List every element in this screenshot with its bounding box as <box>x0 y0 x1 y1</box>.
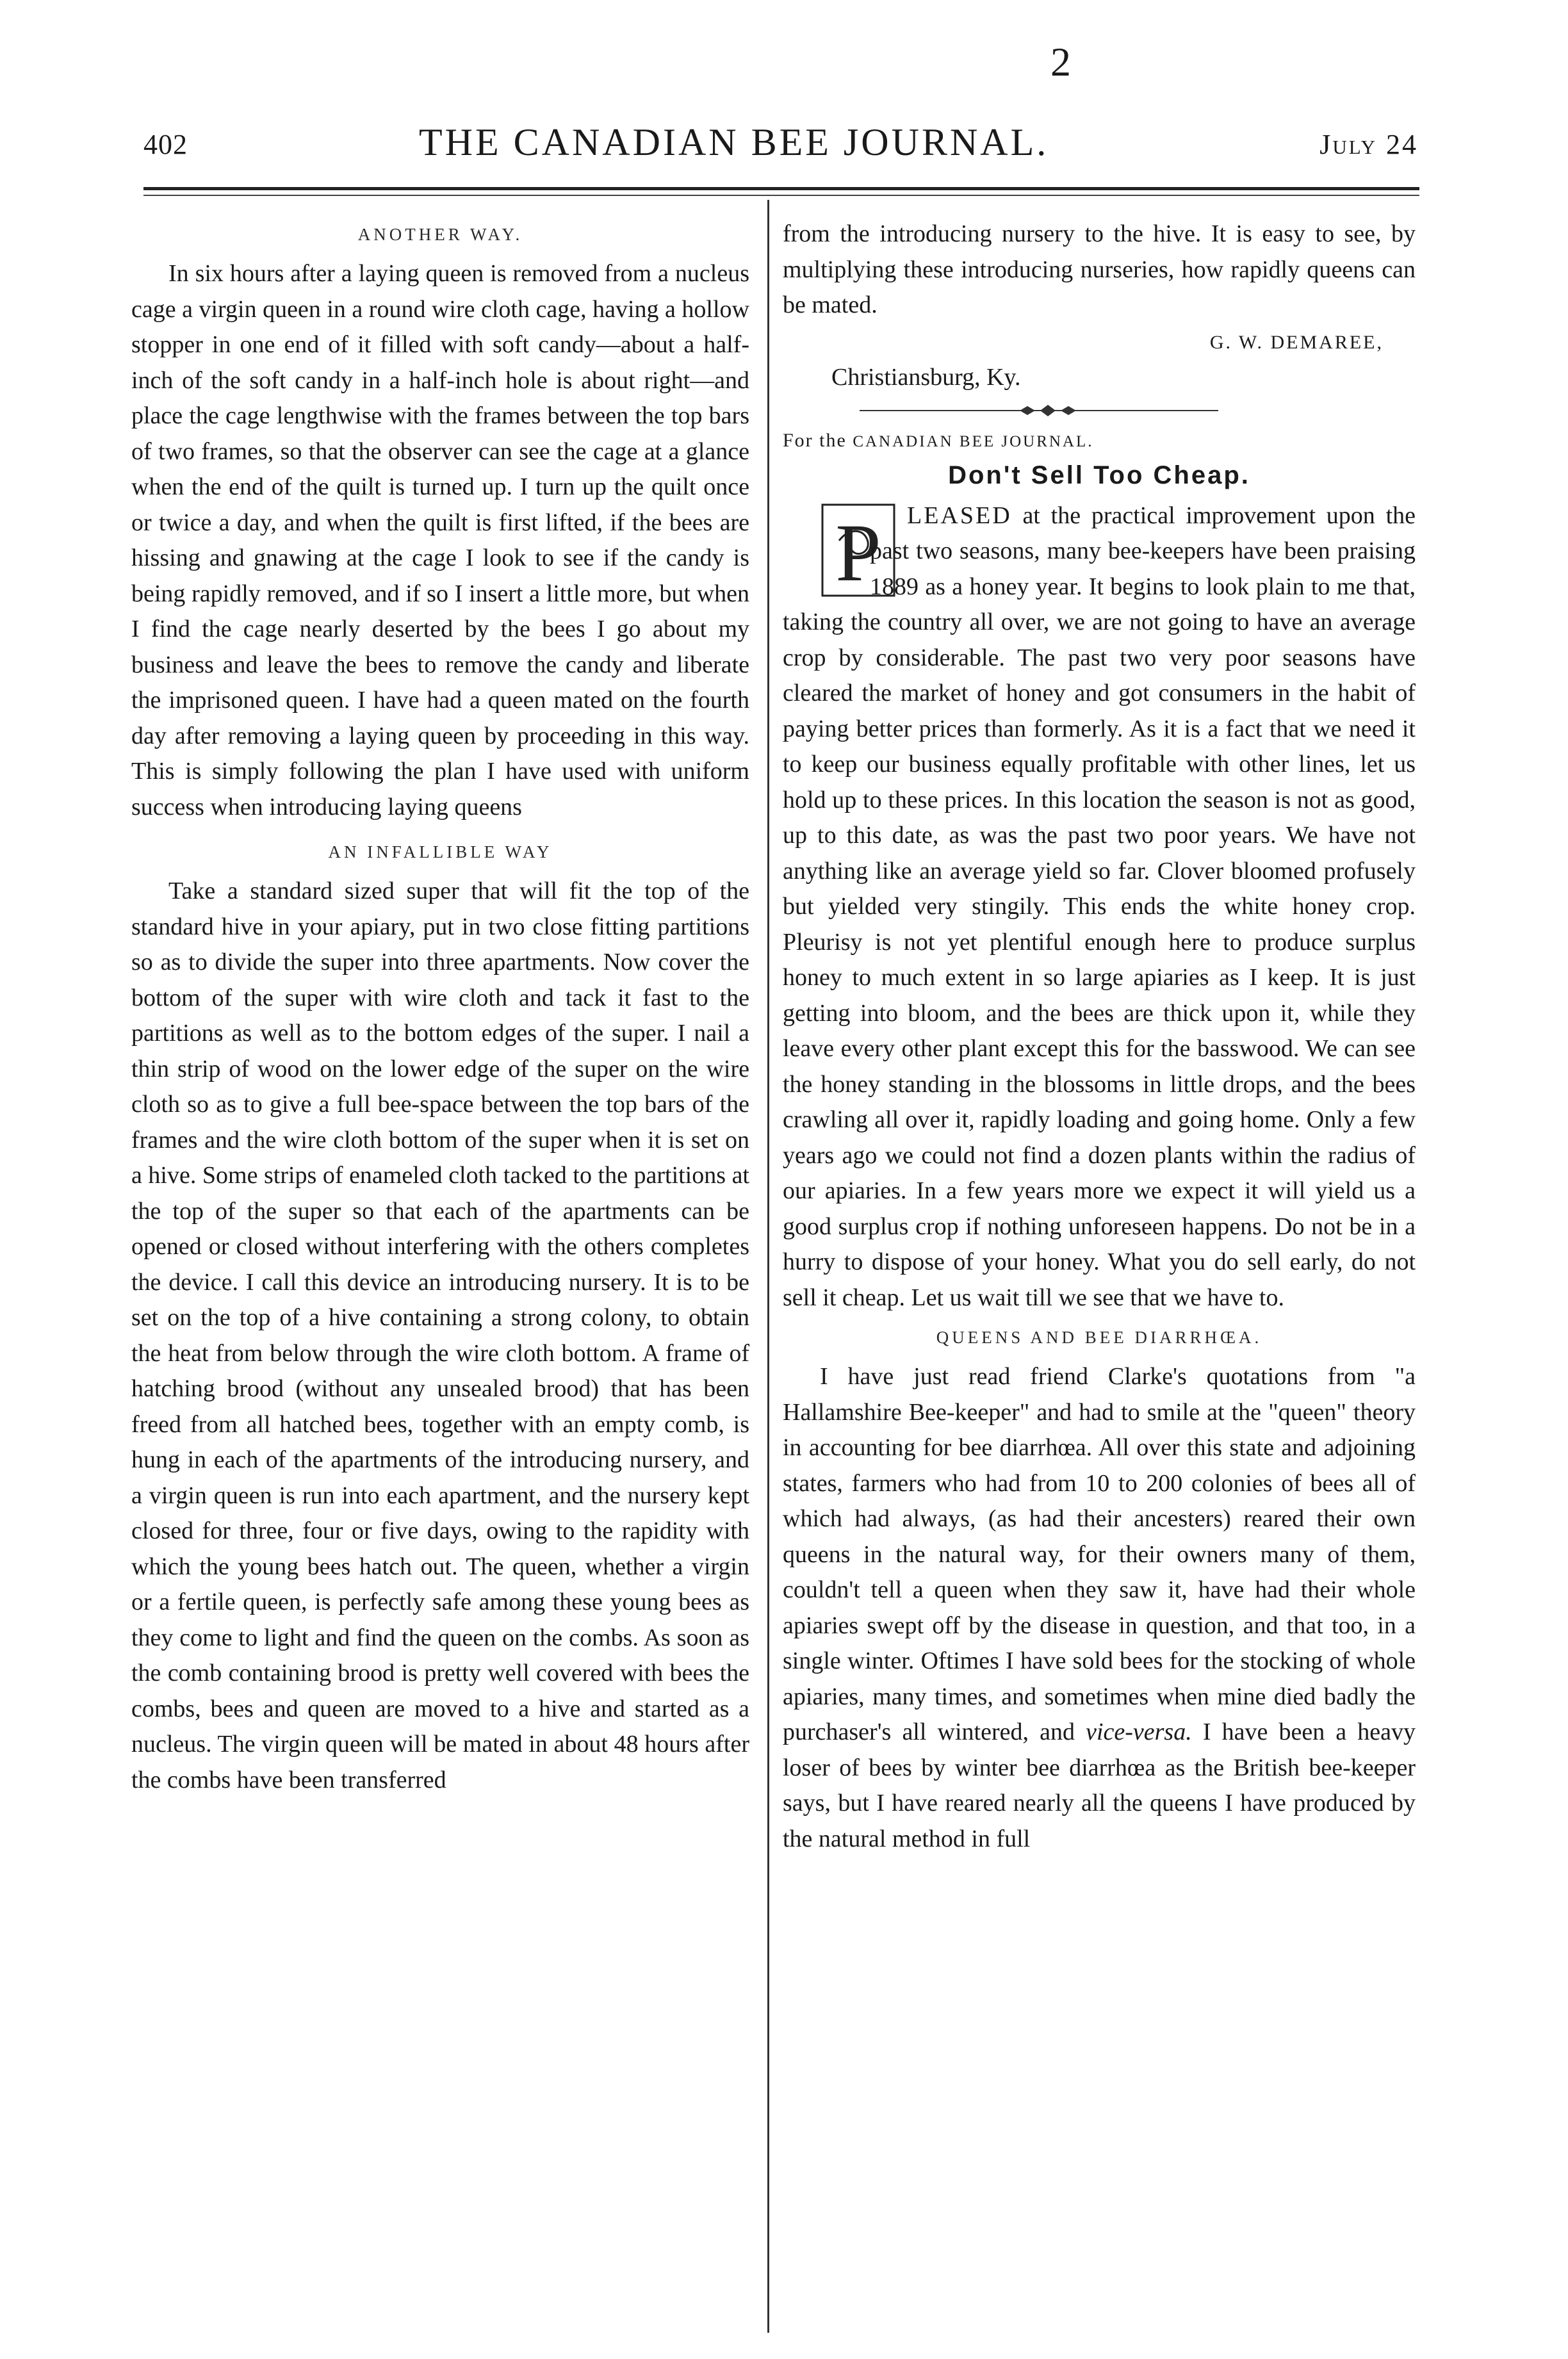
section-heading: QUEENS AND BEE DIARRHŒA. <box>936 1328 1262 1347</box>
source-name: CANADIAN BEE JOURNAL. <box>853 432 1094 450</box>
page-header <box>143 121 1418 179</box>
paragraph <box>783 1359 1416 1857</box>
header-rule-thin <box>143 195 1419 196</box>
drop-cap-letter: P <box>835 507 881 598</box>
right-column <box>783 216 1416 1857</box>
article-title: Don't Sell Too Cheap. <box>948 461 1250 489</box>
page-marker: 2 <box>1050 39 1071 85</box>
page-number: 402 <box>143 129 188 160</box>
paragraph: Take a standard sized super that will fit the top of the standard hive in your apiary, put in two close fitting partitions so as to divide the super into three apartments. Now cover the bottom of the super with wire cloth and tack it fast to the partitions as well as to the bottom edges of the super. I nail a thin strip of wood on the lower edge of the super on the wire cloth so as to give a full bee-space between the top bars of the frames and the wire cloth bottom of the super when it is set on a hive. Some strips of enameled cloth tacked to the partitions at the top of the super so that each of the apartments can be opened or closed without interfering with the others completes the device. I call this device an introducing nursery. It is to be set on the top of a hive containing a strong colony, to obtain the heat from below through the wire cloth bottom. A frame of hatching brood (without any unsealed brood) that has been freed from all hatched bees, together with an empty comb, is hung in each of the apartments of the introducing nursery, and a virgin queen is run into each apartment, and the nursery kept closed for three, four or five days, owing to the rapidity with which the young bees hatch out. The queen, whether a virgin or a fertile queen, is perfectly safe among these young bees as they come to light and find the queen on the combs. As soon as the comb containing brood is pretty well covered with bees the combs, bees and queen are moved to a hive and started as a nucleus. The virgin queen will be mated in about 48 hours after the combs have been transferred <box>131 877 749 1793</box>
left-column <box>131 218 749 1798</box>
author-name: G. W. DEMAREE, <box>1209 331 1384 353</box>
column-divider <box>767 200 769 2333</box>
section-heading: AN INFALLIBLE WAY <box>328 842 553 861</box>
paragraph-text: I have been a heavy loser of bees by winter bee diarrhœa as the British bee-keeper says, but I have reared nearly all the queens I have produced by the natural method in full <box>783 1718 1416 1852</box>
drop-cap <box>783 502 881 598</box>
section-heading: ANOTHER WAY. <box>357 225 523 244</box>
lead-word: LEASED <box>907 502 1012 529</box>
source-prefix: For the <box>783 429 847 451</box>
paragraph-text: I have just read friend Clarke's quotations from "a Hallamshire Bee-keeper" and had to smile at the "queen" theory in accounting for bee diarrhœa. All over this state and adjoining states, farmers who had from 10 to 200 colonies of bees all of which had always, (as had their ancesters) reared their own queens in the natural way, for their owners many of them, couldn't tell a queen when they saw it, have had their whole apiaries swept off by the disease in question, and that too, in a single winter. Oftimes I have sold bees for the stocking of whole apiaries, many times, and sometimes when mine died badly the purchaser's all wintered, and <box>783 1363 1416 1745</box>
author-place: Christiansburg, Ky. <box>831 364 1021 391</box>
italic-phrase: vice-versa. <box>1086 1718 1192 1745</box>
issue-date: July 24 <box>1319 129 1418 160</box>
header-rule <box>143 187 1419 190</box>
paragraph <box>783 498 1416 1316</box>
paragraph: from the introducing nursery to the hive. It is easy to see, by multiplying these introducing nurseries, how rapidly queens can be mated. <box>783 220 1416 318</box>
ornament-divider <box>860 401 1218 420</box>
source-line <box>783 425 1416 457</box>
paragraph: In six hours after a laying queen is removed from a nucleus cage a virgin queen in a round wire cloth cage, having a hollow stopper in one end of it filled with soft candy—about a half-inch of the soft candy in a half-inch hole is about right—and place the cage lengthwise with the frames between the top bars of two frames, so that the observer can see the cage at a glance when the end of the quilt is turned up. I turn up the quilt once or twice a day, and when the quilt is first lifted, if the bees are hissing and gnawing at the cage I look to see if the candy is being rapidly removed, and if so I insert a little more, but when I find the cage nearly deserted by the bees I go about my business and leave the bees to remove the candy and liberate the imprisoned queen. I have had a queen mated on the fourth day after removing a laying queen by proceeding in this way. This is simply following the plan I have used with uniform success when introducing laying queens <box>131 260 749 820</box>
paragraph-text: at the practical improvement upon the past two seasons, many bee-keepers have been praising 1889 as a honey year. It begins to look plain to me that, taking the country all over, we are not going to have an average crop by considerable. The past two very poor seasons have cleared the market of honey and got consumers in the habit of paying better prices than formerly. As it is a fact that we need it to keep our business equally profitable with other lines, let us hold up to these prices. In this location the season is not as good, up to this date, as was the past two poor years. We have not anything like an average yield so far. Clover bloomed profusely but yielded very stingily. This ends the white honey crop. Pleurisy is not yet plentiful enough here to produce surplus honey to much extent in so large apiaries as I keep. It is just getting into bloom, and the bees are thick upon it, while they leave every other plant except this for the basswood. We can see the honey standing in the blossoms in little drops, and the bees crawling all over it, rapidly loading and going home. Only a few years ago we could not find a dozen plants within the radius of our apiaries. In a few years more we expect it will yield us a good surplus crop if nothing unforeseen happens. Do not be in a hurry to dispose of your honey. What you do sell early, do not sell it cheap. Let us wait till we see that we have to. <box>783 502 1416 1311</box>
journal-title: THE CANADIAN BEE JOURNAL. <box>419 121 1049 163</box>
author-signature <box>783 323 1416 361</box>
